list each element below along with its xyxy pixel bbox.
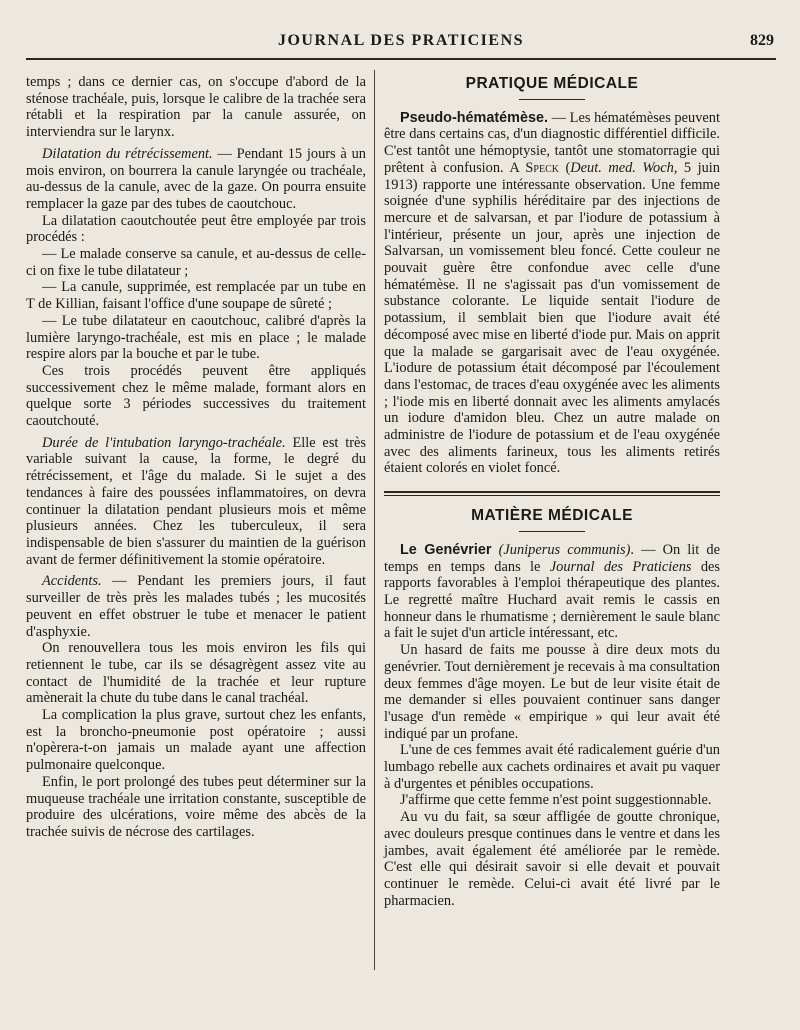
article-text: . — On lit de temps en temps dans le: [384, 541, 720, 575]
article-title: Le Genévrier: [400, 541, 492, 558]
paragraph-heading: Durée de l'intubation laryngo-trachéale.: [42, 434, 286, 451]
paragraph-text: — Pendant les premiers jours, il faut surveiller de très près les malades tubés ; les mucosités peuvent en effet obstruer le tube et menacer le patient d'asphyxie.: [26, 573, 366, 640]
paragraph: Ces trois procédés peuvent être appliqués successivement chez le même malade, formant alors en quelque sorte 3 périodes successives du traitement caoutchouté.: [26, 362, 366, 430]
journal-reference: Journal des Praticiens: [549, 558, 692, 575]
paragraph: Enfin, le port prolongé des tubes peut déterminer sur la muqueuse trachéale une irritation constante, susceptible de produire des ulcérations, voire même des abcès de la trachée suivis de nécrose des cartilages.: [26, 773, 366, 840]
section-rule: [519, 531, 585, 532]
latin-name: (Juniperus communis): [498, 541, 631, 558]
paragraph: temps ; dans ce dernier cas, on s'occupe d'abord de la sténose trachéale, puis, lorsque le calibre de la trachée sera rétabli et la respiration par la canule assurée, on interviendra sur le larynx.: [26, 74, 366, 141]
paragraph: On renouvellera tous les mois environ les fils qui retiennent le tube, car ils se désagrègent assez vite au contact de l'humidité de la trachée et leur rupture amènerait la chute du tube dans le canal trachéal.: [26, 640, 366, 707]
paragraph-duree: [26, 435, 366, 569]
section-title-pratique: PRATIQUE MÉDICALE: [465, 75, 639, 92]
section-rule: [519, 99, 585, 100]
header-rule: [26, 58, 776, 60]
article-text: des rapports favorables à l'emploi thérapeutique des plantes. Le regretté maître Huchard avait remis le cassis en honneur dans le rhumatisme ; dernièrement le saule blanc a fait le sujet d'un article intéressant, etc.: [384, 558, 721, 642]
right-column: [384, 74, 720, 909]
author-name: Speck: [525, 159, 559, 176]
paragraph: La complication la plus grave, surtout chez les enfants, est la broncho-pneumonie post opératoire ; aussi n'opèrera-t-on jamais un malade ayant une affection pulmonaire quelconque.: [26, 707, 366, 774]
article-text: (: [559, 159, 571, 176]
paragraph: La dilatation caoutchoutée peut être employée par trois procédés :: [26, 212, 366, 246]
list-item: — Le malade conserve sa canule, et au-dessus de celle-ci on fixe le tube dilatateur ;: [26, 246, 366, 279]
source-citation: Deut. med. Woch: [570, 159, 674, 176]
article-text: , 5 juin 1913) rapporte une intéressante observation. Une femme soignée d'une syphilis héréditaire par des injections de mercure et de salvarsan, et par l'iodure de potassium à l'intérieur, présente un jour, après une injection de Salvarsan, un vomissement bleu foncé. Cette couleur ne pouvait guère être confondue avec celle d'une hématémèse. Il ne s'agissait pas d'un vomissement de substance colorante. Le liquide sentait l'iodure de potassium, il semblait bien que l'iodure avait été décomposé avec mise en liberté d'iode pur. Mais on apprit que la malade se gargarisait avec de l'eau oxygénée. L'iodure de potassium était décomposé par l'écoulement dans l'estomac, de traces d'eau oxygénée avec les aliments ; l'iode mis en liberté donnait avec les aliments amylacés un iodure d'amidon bleu. Chez un autre malade on administre de l'iodure de potassium et de l'eau oxygénée avec des aliments farineux, tous les aliments retirés étaient colorés en violet foncé.: [384, 159, 720, 477]
paragraph: Au vu du fait, sa sœur affligée de goutte chronique, avec douleurs presque continues dans le ventre et dans les jambes, avait également été améliorée par le remède. C'est elle qui désirait savoir si elle devait et pouvait continuer le remède. Celui-ci avait été livré par le pharmacien.: [384, 809, 720, 909]
article-text: — Les hématémèses peuvent être dans certains cas, d'un diagnostic différentiel difficile. C'est tantôt une hémoptysie, tantôt une stomatorragie qui prêtent à confusion. A: [384, 109, 720, 176]
journal-title: JOURNAL DES PRATICIENS: [277, 32, 525, 49]
paragraph-heading: Dilatation du rétrécissement.: [42, 145, 213, 162]
paragraph-heading: Accidents.: [42, 573, 102, 590]
list-item: — Le tube dilatateur en caoutchouc, calibré d'après la lumière laryngo-trachéale, est mis en place ; le malade respire alors par la bouche et par le tube.: [26, 312, 366, 363]
section-separator: [384, 491, 720, 496]
article-pseudo-hematemese: [384, 110, 720, 477]
list-item: — La canule, supprimée, est remplacée par un tube en T de Killian, faisant l'office d'une soupape de sûreté ;: [26, 279, 366, 313]
paragraph: Un hasard de faits me pousse à dire deux mots du genévrier. Tout dernièrement je recevais à ma consultation deux femmes d'âge moyen. Le but de leur visite était de me demander si elles pouvaient continuer sans danger l'usage d'un remède « empirique » qui leur avait été indiqué par un profane.: [384, 642, 720, 742]
paragraph-text: — Pendant 15 jours à un mois environ, on bourrera la canule laryngée ou trachéale, au-dessus de la canule, avec de la gaze. On pourra ensuite remplacer la gaze par des tubes de caoutchouc.: [26, 145, 366, 212]
paragraph-dilatation: [26, 146, 366, 213]
page-number: 829: [750, 32, 774, 49]
article-genevrier: [384, 542, 720, 642]
article-title: Pseudo-hématémèse.: [400, 109, 548, 126]
paragraph-accidents: [26, 573, 366, 640]
left-column: [26, 74, 366, 841]
running-head: [26, 30, 776, 58]
paragraph: L'une de ces femmes avait été radicalement guérie d'un lumbago rebelle aux cachets ordinaires et avait pu vaquer à d'urgentes et pénibles occupations.: [384, 742, 720, 792]
paragraph-text: Elle est très variable suivant la cause, la forme, le degré du rétrécissement, et l'âge du malade. Si le sujet a des tendances à faire des poussées inflammatoires, on devra continuer la dilatation pendant plusieurs mois et même plusieurs années. Chez les tuberculeux, il sera indispensable de bien s'assurer du maintien de la guérison avant de fermer définitivement la stomie opératoire.: [26, 434, 366, 568]
paragraph: J'affirme que cette femme n'est point suggestionnable.: [400, 792, 712, 809]
section-title-matiere: MATIÈRE MÉDICALE: [471, 507, 633, 525]
column-divider: [374, 70, 375, 970]
